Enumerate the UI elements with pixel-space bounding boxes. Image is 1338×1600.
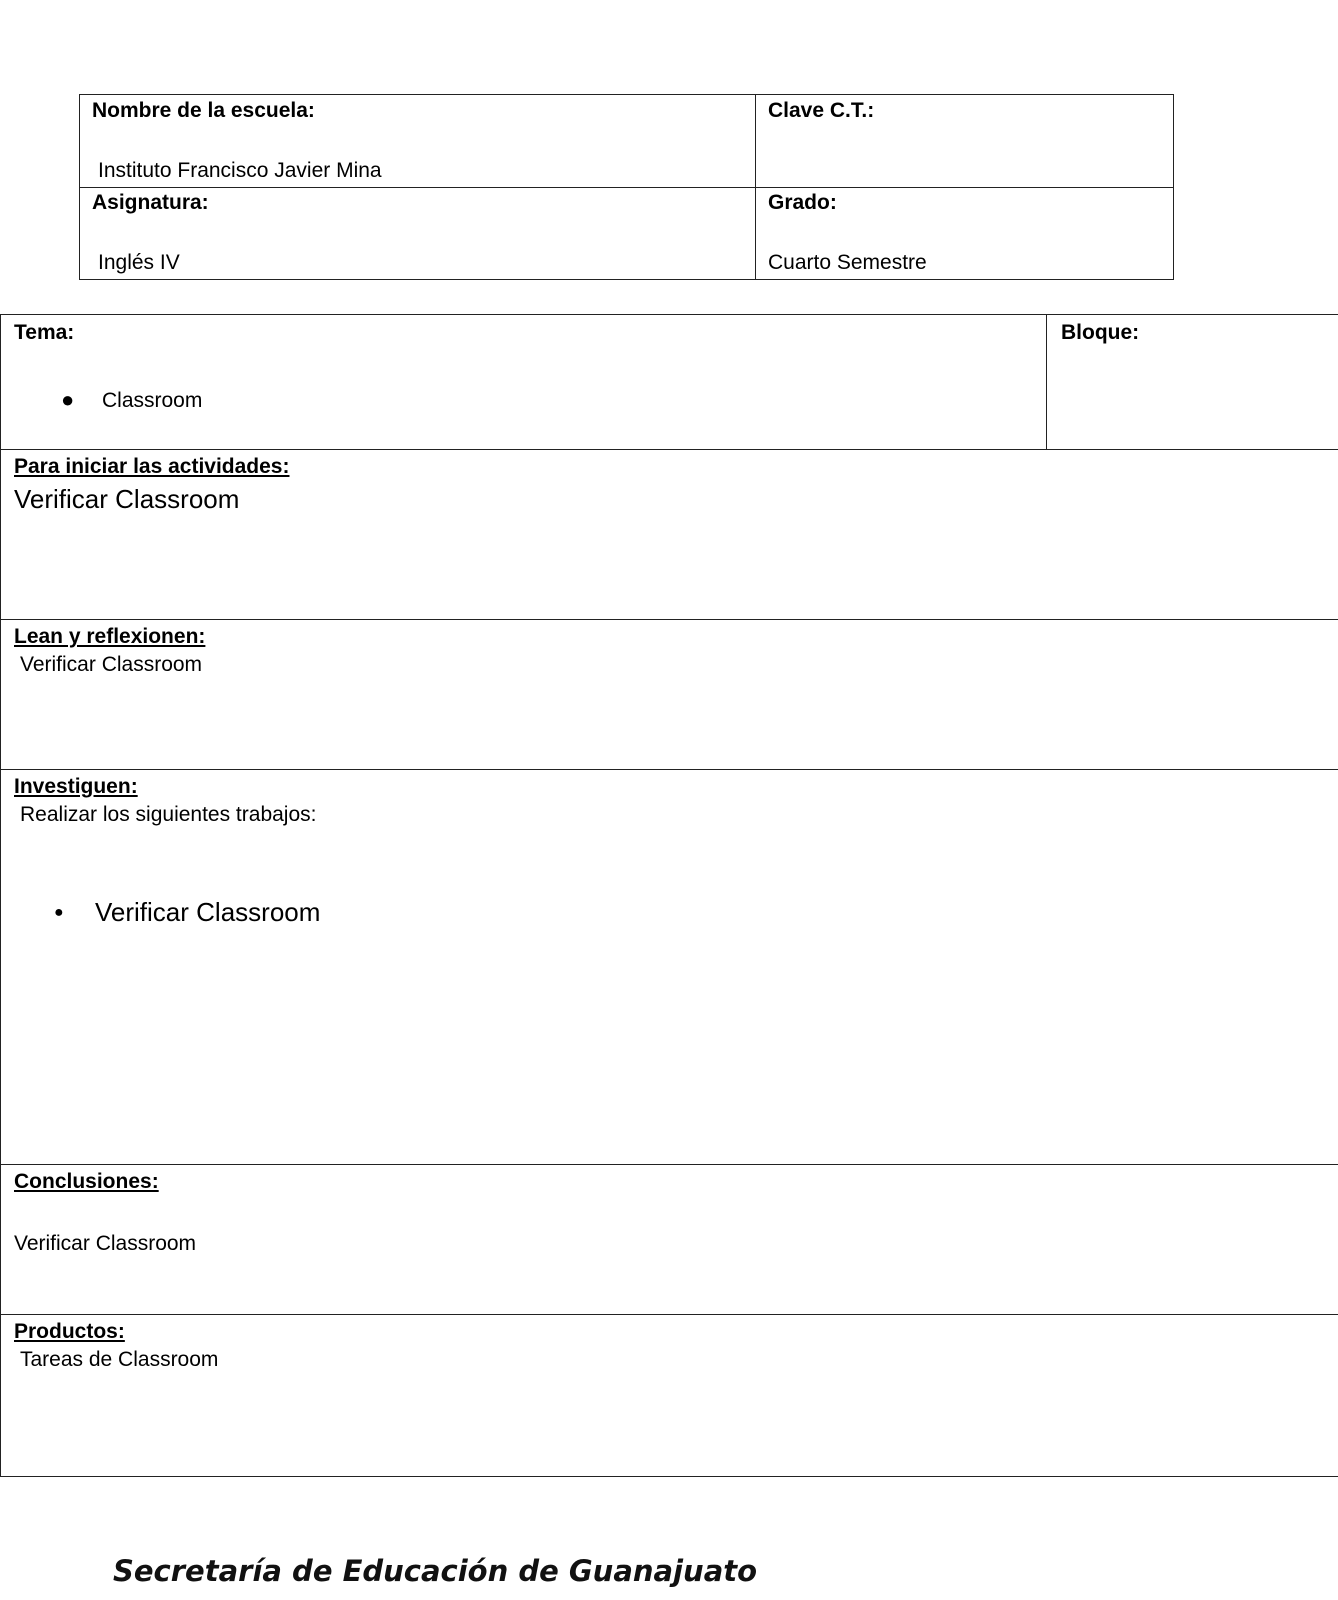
- products-text: Tareas de Classroom: [20, 1348, 219, 1371]
- subject-value: Inglés IV: [98, 251, 180, 274]
- block-label: Bloque:: [1061, 321, 1140, 344]
- products-title: Productos:: [14, 1320, 125, 1343]
- school-label: Nombre de la escuela:: [92, 99, 315, 122]
- conclusions-title: Conclusiones:: [14, 1170, 159, 1193]
- read-text: Verificar Classroom: [20, 653, 203, 676]
- start-title: Para iniciar las actividades:: [14, 455, 290, 478]
- conclusions-text: Verificar Classroom: [14, 1232, 197, 1255]
- start-text: Verificar Classroom: [14, 484, 240, 514]
- subject-label: Asignatura:: [92, 191, 209, 214]
- footer-text: Secretaría de Educación de Guanajuato: [113, 1554, 758, 1588]
- topic-block-divider: [1046, 315, 1047, 449]
- research-title: Investiguen:: [14, 775, 138, 798]
- school-value: Instituto Francisco Javier Mina: [98, 159, 382, 182]
- research-item: Verificar Classroom: [95, 897, 321, 927]
- row-divider: [1, 1314, 1338, 1315]
- row-divider: [1, 1164, 1338, 1165]
- topic-bullet-icon: ●: [61, 387, 75, 412]
- row-divider: [1, 769, 1338, 770]
- activity-table: [0, 314, 1338, 1477]
- grade-label: Grado:: [768, 191, 837, 214]
- grade-value: Cuarto Semestre: [768, 251, 927, 274]
- read-title: Lean y reflexionen:: [14, 625, 206, 648]
- key-label: Clave C.T.:: [768, 99, 875, 122]
- topic-item: Classroom: [102, 389, 203, 412]
- header-table: [79, 94, 1174, 280]
- header-divider-horizontal: [80, 187, 1173, 188]
- row-divider: [1, 619, 1338, 620]
- topic-label: Tema:: [14, 321, 75, 344]
- row-divider: [1, 449, 1338, 450]
- research-text: Realizar los siguientes trabajos:: [20, 803, 317, 826]
- research-bullet-icon: ●: [54, 904, 64, 921]
